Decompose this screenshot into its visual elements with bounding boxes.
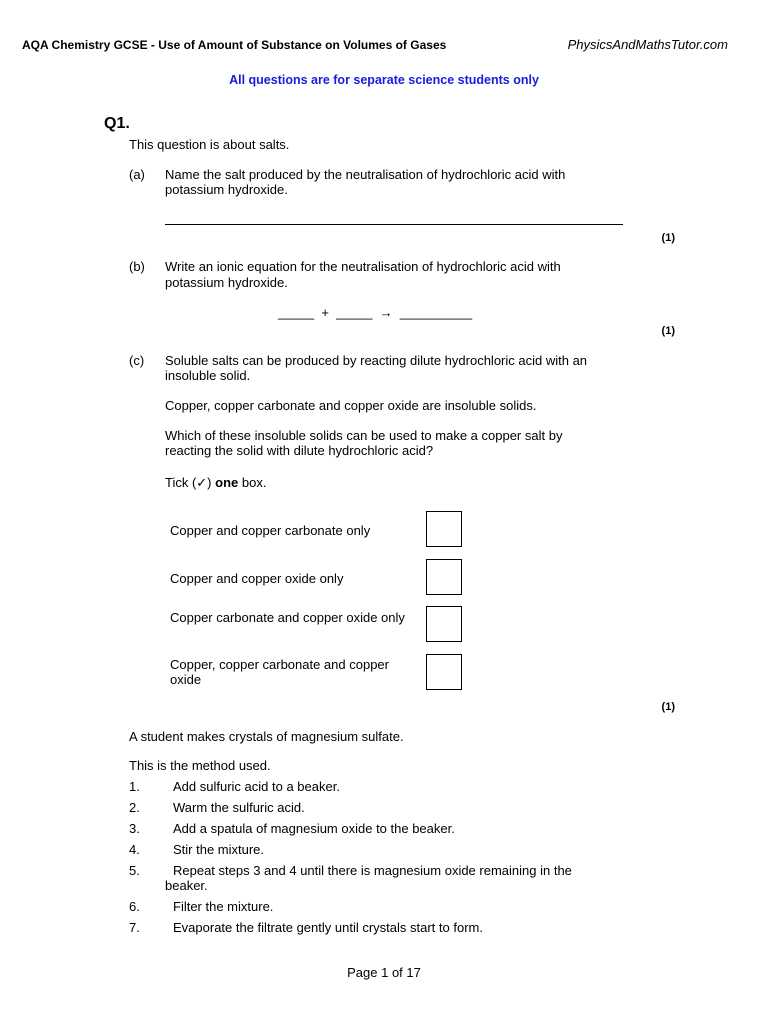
part-b-text-line1: Write an ionic equation for the neutralisation of hydrochloric acid with — [165, 259, 561, 274]
part-c-text-line2: insoluble solid. — [165, 368, 251, 383]
option-2-label: Copper and copper oxide only — [170, 571, 344, 586]
tick-instruction — [165, 475, 266, 490]
step-2-number: 2. — [129, 800, 140, 815]
question-number: Q1. — [104, 115, 130, 132]
step-3-number: 3. — [129, 821, 140, 836]
option-3-tick-box[interactable] — [426, 606, 462, 642]
part-a-label: (a) — [129, 167, 145, 182]
step-7-number: 7. — [129, 920, 140, 935]
part-c-para2: Copper, copper carbonate and copper oxide are insoluble solids. — [165, 398, 537, 413]
part-a-text-line1: Name the salt produced by the neutralisation of hydrochloric acid with — [165, 167, 566, 182]
step-5-text: Repeat steps 3 and 4 until there is magnesium oxide remaining in the — [173, 863, 572, 878]
of-label: of — [391, 965, 403, 980]
option-4-label: Copper, copper carbonate and copper oxide — [170, 657, 389, 687]
page-footer — [0, 965, 768, 980]
option-3-label: Copper carbonate and copper oxide only — [170, 610, 405, 625]
part-c-marks: (1) — [661, 701, 675, 713]
option-4-tick-box[interactable] — [426, 654, 462, 690]
tick-instruction-pre: Tick (✓) — [165, 475, 216, 490]
step-4-number: 4. — [129, 842, 140, 857]
part-a-text-line2: potassium hydroxide. — [165, 182, 288, 197]
part-b-marks: (1) — [661, 325, 675, 337]
page-total: 17 — [406, 965, 421, 980]
part-c-label: (c) — [129, 353, 145, 368]
method-heading: This is the method used. — [129, 758, 271, 773]
question-intro: This question is about salts. — [129, 137, 290, 152]
tick-instruction-post: box. — [238, 475, 267, 490]
site-name: PhysicsAndMathsTutor.com — [567, 37, 728, 52]
separate-science-notice: All questions are for separate science students only — [229, 73, 539, 87]
step-2-text: Warm the sulfuric acid. — [173, 800, 305, 815]
part-b-label: (b) — [129, 259, 145, 274]
part-c-para3-line1: Which of these insoluble solids can be used to make a copper salt by — [165, 428, 563, 443]
part-a-answer-line[interactable] — [165, 224, 623, 225]
option-1-tick-box[interactable] — [426, 511, 462, 547]
tick-instruction-bold: one — [215, 475, 239, 490]
step-6-number: 6. — [129, 899, 140, 914]
page-number: 1 — [381, 965, 389, 980]
step-7-text: Evaporate the filtrate gently until crystals start to form. — [173, 920, 483, 935]
step-1-number: 1. — [129, 779, 140, 794]
step-5-number: 5. — [129, 863, 140, 878]
ionic-equation-blanks[interactable]: _____ + _____ → __________ — [278, 305, 473, 320]
page-label: Page — [347, 965, 378, 980]
part-b-text-line2: potassium hydroxide. — [165, 275, 288, 290]
option-1-label: Copper and copper carbonate only — [170, 523, 371, 538]
method-intro: A student makes crystals of magnesium sulfate. — [129, 729, 404, 744]
part-c-para3-line2: reacting the solid with dilute hydrochloric acid? — [165, 443, 434, 458]
step-3-text: Add a spatula of magnesium oxide to the beaker. — [173, 821, 455, 836]
step-1-text: Add sulfuric acid to a beaker. — [173, 779, 340, 794]
step-4-text: Stir the mixture. — [173, 842, 265, 857]
document-title: AQA Chemistry GCSE - Use of Amount of Substance on Volumes of Gases — [22, 38, 447, 52]
part-a-marks: (1) — [661, 232, 675, 244]
option-2-tick-box[interactable] — [426, 559, 462, 595]
part-c-text-line1: Soluble salts can be produced by reacting dilute hydrochloric acid with an — [165, 353, 588, 368]
step-6-text: Filter the mixture. — [173, 899, 274, 914]
step-5-text-continued: beaker. — [165, 878, 208, 893]
